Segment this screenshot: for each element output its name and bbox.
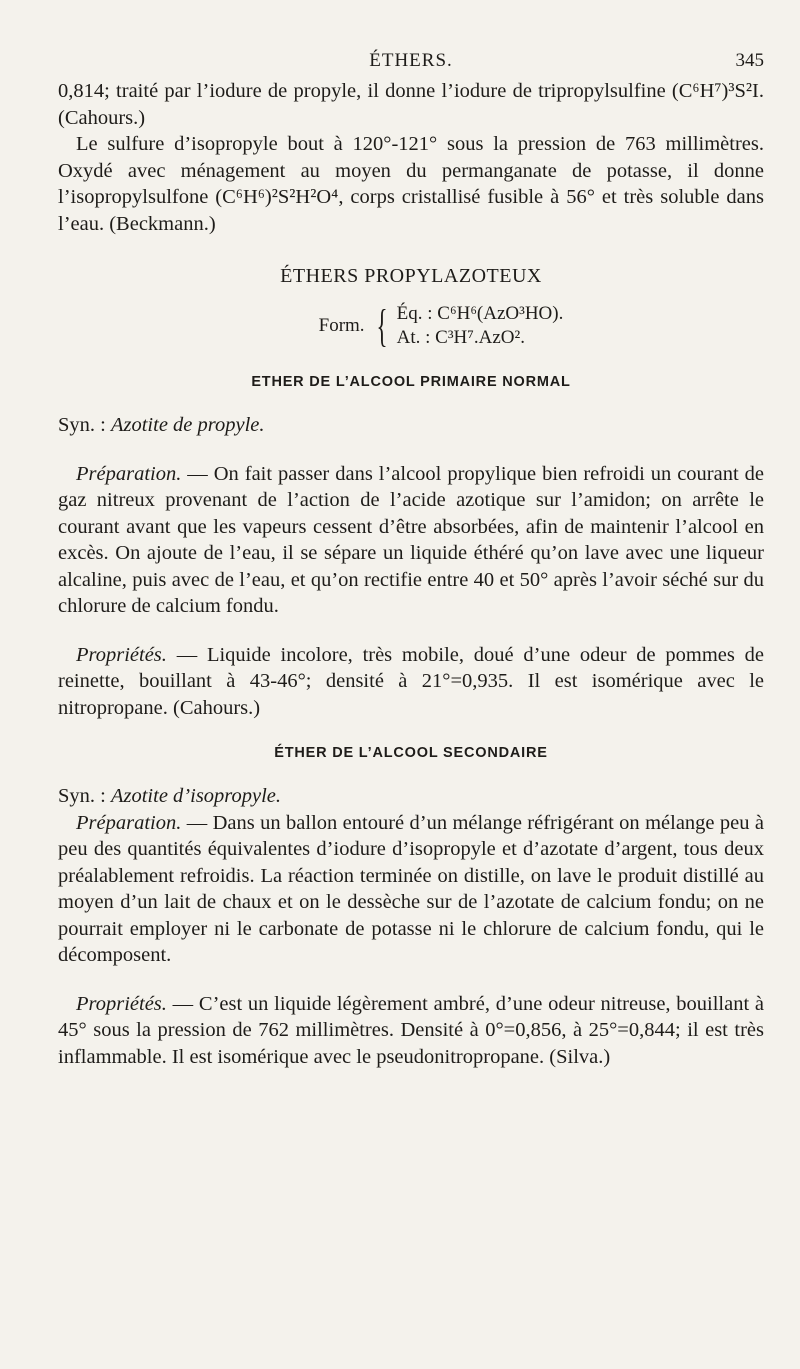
primary-prop-label: Propriétés. [76, 643, 167, 666]
brace-glyph: { [376, 300, 388, 351]
intro-paragraph-1: 0,814; traité par l’iodure de propyle, il donne l’iodure de tripropylsulfine (C⁶H⁷)³S²I. (Cahours.) [58, 80, 764, 129]
secondary-prep-text: — Dans un ballon entouré d’un mélange réfrigérant on mélange peu à peu des quantités équivalentes d’iodure d’isopropyle et d’azotate d’argent, tous deux préalablement refroidis. La réaction terminée on distille, on lave le produit distillé au moyen d’un lait de chaux et on le dessèche sur de l’azotate de calcium fondu; on ne pourrait employer ni le carbonate de potasse ni le chlorure de calcium fondu, qui le décomposent. [58, 811, 764, 966]
primary-preparation [58, 461, 764, 620]
section-title: ÉTHERS PROPYLAZOTEUX [280, 265, 542, 287]
secondary-syn-value: Azotite d’isopropyle. [110, 785, 282, 807]
primary-syn-label: Syn. : [58, 414, 106, 436]
primary-properties [58, 642, 764, 722]
formula-at-value: : C³H⁷.AzO². [425, 327, 525, 348]
secondary-syn-label: Syn. : [58, 785, 106, 807]
formula-label: Form. [318, 315, 365, 336]
secondary-properties [58, 991, 764, 1071]
primary-syn-value: Azotite de propyle. [110, 414, 265, 436]
page [58, 44, 764, 1070]
formula-at-key: At. [396, 327, 421, 348]
secondary-ether-title: ÉTHER DE L’ALCOOL SECONDAIRE [274, 745, 548, 761]
secondary-prop-text: — C’est un liquide légèrement ambré, d’une odeur nitreuse, bouillant à 45° sous la pression de 762 millimètres. Densité à 0°=0,856, à 25°=0,844; il est très inflammable. Il est isomérique avec le pseudonitropropane. (Silva.) [58, 992, 764, 1068]
primary-prop-text: — Liquide incolore, très mobile, doué d’une odeur de pommes de reinette, bouillant à 43-46°; densité à 21°=0,935. Il est isomérique avec le nitropropane. (Cahours.) [58, 643, 764, 719]
running-title: ÉTHERS. [369, 50, 453, 71]
intro-paragraph-2: Le sulfure d’isopropyle bout à 120°-121° sous la pression de 763 millimètres. Oxydé avec ménagement au moyen du permanganate de potasse, il donne l’isopropylsulfone (C⁶H⁶)²S²H²O⁴, corps cristallisé fusible à 56° et très soluble dans l’eau. (Beckmann.) [58, 133, 764, 235]
formula-eq-value: : C⁶H⁶(AzO³HO). [427, 303, 564, 324]
primary-synonym [58, 412, 764, 439]
secondary-prep-label: Préparation. [76, 811, 182, 834]
running-head [58, 44, 764, 78]
primary-ether-title: ETHER DE L’ALCOOL PRIMAIRE NORMAL [251, 374, 571, 390]
secondary-prop-label: Propriétés. [76, 992, 167, 1015]
formula-eq-key: Éq. [396, 303, 423, 324]
formula-rows [397, 302, 564, 350]
page-number: 345 [735, 50, 764, 71]
formula-at-row [397, 326, 564, 350]
primary-prep-text: — On fait passer dans l’alcool propylique bien refroidi un courant de gaz nitreux provenant de l’action de l’acide azotique sur l’amidon; on arrête le courant avant que les vapeurs cessent d’être absorbées, afin de maintenir l’alcool en excès. On ajoute de l’eau, il se sépare un liquide éthéré qu’on lave avec une liqueur alcaline, puis avec de l’eau, et qu’on rectifie entre 40 et 50° après l’avoir séché sur du chlorure de calcium fondu. [58, 462, 764, 617]
formula-block [118, 302, 764, 350]
secondary-synonym [58, 783, 764, 810]
secondary-preparation [58, 810, 764, 969]
primary-prep-label: Préparation. [76, 462, 182, 485]
formula-eq-row [397, 302, 564, 326]
